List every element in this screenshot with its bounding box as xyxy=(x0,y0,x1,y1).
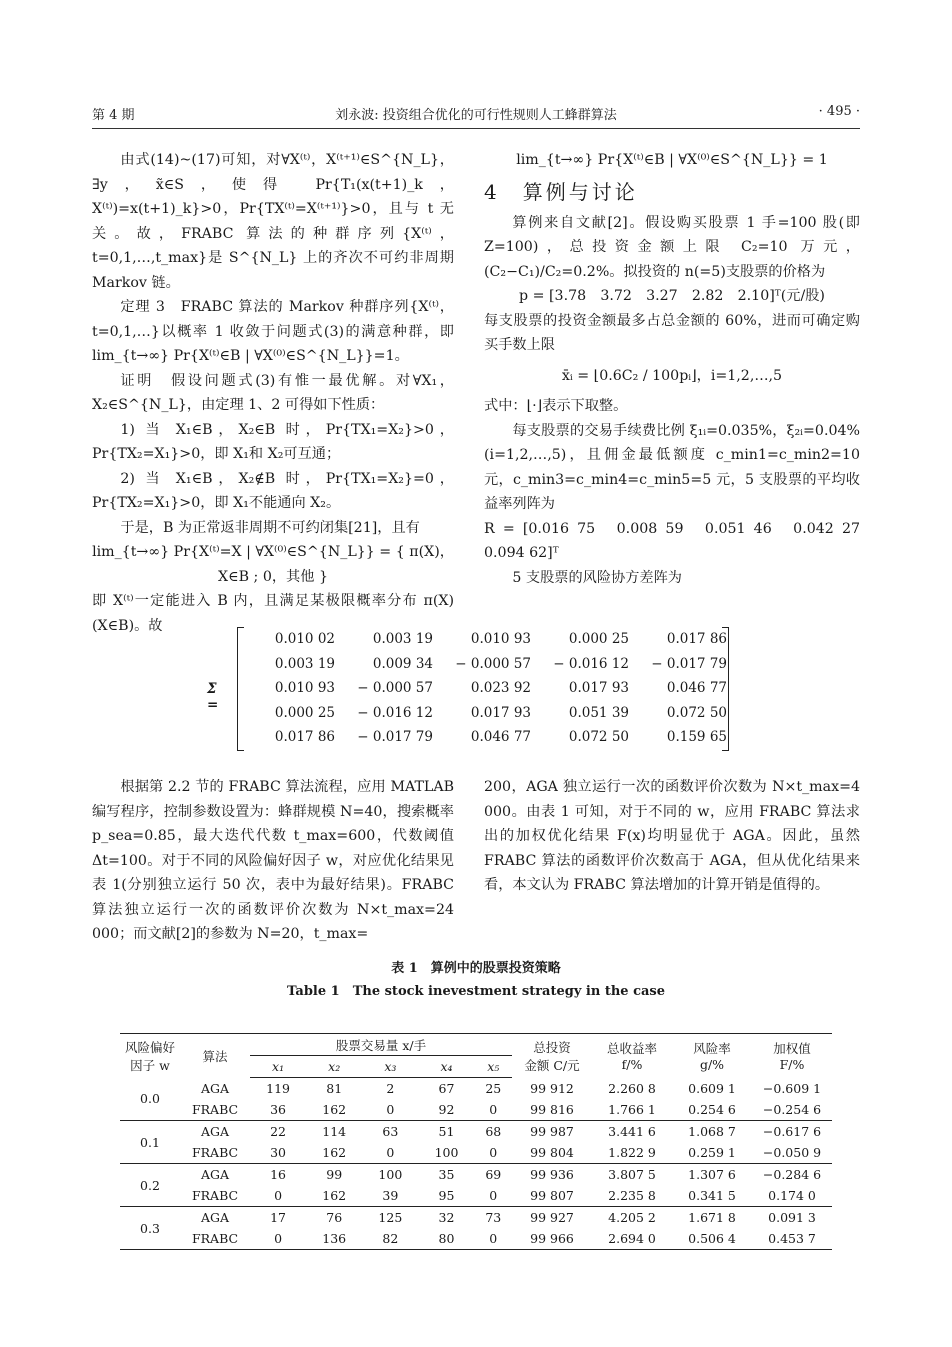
col-header-F: 加权值 F/% xyxy=(752,1034,832,1078)
table-cell: 92 xyxy=(418,1099,474,1121)
matrix-row xyxy=(238,725,728,750)
table-cell: −0.609 1 xyxy=(762,1080,822,1096)
table-cell: 0 xyxy=(475,1099,512,1121)
table-cell: 51 xyxy=(438,1124,455,1139)
table-cell: 99 807 xyxy=(512,1185,592,1207)
matrix-cell: 0.072 50 xyxy=(568,729,629,746)
table-cell: 1.822 9 xyxy=(592,1142,672,1164)
algorithm-cell: AGA xyxy=(200,1124,230,1139)
matrix-row xyxy=(238,627,728,652)
matrix-row xyxy=(238,652,728,677)
matrix-cell: − 0.016 12 xyxy=(553,655,629,672)
table-cell: 0 xyxy=(362,1099,418,1121)
table-cell: 22 xyxy=(270,1124,287,1139)
risk-factor-cell: 0.1 xyxy=(120,1121,180,1164)
running-title: 刘永波: 投资组合优化的可行性规则人工蜂群算法 xyxy=(335,108,617,123)
algorithm-cell: FRABC xyxy=(180,1228,250,1250)
table-cell: 162 xyxy=(306,1099,362,1121)
table-cell: 25 xyxy=(485,1081,502,1096)
table-cell: 100 xyxy=(418,1142,474,1164)
col-header-g: 风险率 g/% xyxy=(672,1034,752,1078)
matrix-cell: 0.000 25 xyxy=(274,704,335,721)
table-row xyxy=(120,1207,832,1229)
matrix-cell: 0.023 92 xyxy=(470,680,531,697)
table-cell: 0.254 6 xyxy=(672,1099,752,1121)
table-row xyxy=(120,1078,832,1100)
table-cell: 99 927 xyxy=(530,1210,574,1225)
matrix-label: Σ = xyxy=(207,681,219,713)
table-cell: 119 xyxy=(266,1081,290,1096)
table-cell: 162 xyxy=(306,1185,362,1207)
table-cell: 17 xyxy=(270,1210,287,1225)
table-cell: 0.091 3 xyxy=(768,1210,816,1225)
col-header-w: 风险偏好 因子 w xyxy=(120,1034,180,1078)
table-cell: −0.617 6 xyxy=(762,1124,822,1139)
matrix-cell: 0.159 65 xyxy=(666,729,727,746)
table-cell: 0 xyxy=(362,1142,418,1164)
table-cell: 0 xyxy=(475,1228,512,1250)
table-cell: 39 xyxy=(362,1185,418,1207)
table-cell: 125 xyxy=(378,1210,403,1225)
risk-factor-cell: 0.2 xyxy=(120,1164,180,1207)
table-cell: 2.235 8 xyxy=(592,1185,672,1207)
matrix-cell: 0.010 02 xyxy=(274,631,335,648)
algorithm-cell: AGA xyxy=(200,1167,230,1182)
page-header xyxy=(92,104,860,124)
matrix-cell: 0.010 93 xyxy=(274,680,335,697)
table-cell: −0.050 9 xyxy=(752,1142,832,1164)
table-cell: 0 xyxy=(250,1185,306,1207)
table-cell: 73 xyxy=(485,1210,502,1225)
table-cell: 1.307 6 xyxy=(688,1167,736,1182)
col-header-f: 总收益率 f/% xyxy=(592,1034,672,1078)
paragraph: 式中：⌊·⌋表示下取整。 xyxy=(484,398,628,414)
col-header-x2: x₂ xyxy=(306,1056,362,1078)
table-cell: 162 xyxy=(306,1142,362,1164)
matrix-cell: 0.017 93 xyxy=(470,704,531,721)
left-column xyxy=(92,148,454,638)
return-vector: R = [0.016 75 0.008 59 0.051 46 0.042 27 0.094 62]ᵀ xyxy=(484,520,875,561)
table-cell: 2 xyxy=(386,1081,395,1096)
table-cell: 1.068 7 xyxy=(688,1124,736,1139)
matrix-body xyxy=(237,627,729,751)
issue-label: 第 4 期 xyxy=(92,108,135,123)
matrix-cell: 0.010 93 xyxy=(470,631,531,648)
table-cell: 82 xyxy=(362,1228,418,1250)
equation: lim_{t→∞} Pr{X⁽ᵗ⁾=X | ∀X⁽⁰⁾∈S^{N_L}} = { π(X)，X∈B ; 0，其他 } xyxy=(92,544,454,585)
table-cell: 136 xyxy=(306,1228,362,1250)
matrix-row xyxy=(238,701,728,726)
proof: 证明 假设问题式(3)有惟一最优解。对∀X₁，X₂∈S^{N_L}，由定理 1、2 可得如下性质： xyxy=(92,372,454,413)
table-cell: 32 xyxy=(438,1210,455,1225)
col-header-x5: x₅ xyxy=(475,1056,512,1078)
results-paragraph-right: 200，AGA 独立运行一次的函数评价次数为 N×t_max=4 000。由表 1 可知，对于不同的 w，应用 FRABC 算法求出的加权优化结果 F(x)均明显优于 AGA。因此，虽然 FRABC 算法的函数评价次数高于 AGA，但从优化结果来看，本文认为 FRABC 算法增加的计算开销是值得的。 xyxy=(484,779,860,893)
table-cell: 0.506 4 xyxy=(672,1228,752,1250)
table-cell: 0.453 7 xyxy=(752,1228,832,1250)
property-2: 2) 当 X₁∈B，X₂∉B 时，Pr{TX₁=X₂}=0，Pr{TX₂=X₁}>0，即 X₁不能通向 X₂。 xyxy=(92,470,454,511)
paragraph: 5 支股票的风险协方差阵为 xyxy=(512,569,682,586)
table-cell: 95 xyxy=(418,1185,474,1207)
table-cell: 0.341 5 xyxy=(672,1185,752,1207)
matrix-cell: − 0.016 12 xyxy=(357,704,433,721)
table-cell: 0.174 0 xyxy=(752,1185,832,1207)
table-cell: 81 xyxy=(326,1081,343,1096)
table-caption-cn: 表 1 算例中的股票投资策略 xyxy=(391,961,561,976)
table-cell: 99 804 xyxy=(512,1142,592,1164)
matrix-cell: 0.003 19 xyxy=(274,655,335,672)
col-header-x: 股票交易量 x/手 xyxy=(250,1034,512,1056)
table-row xyxy=(120,1099,832,1121)
header-rule xyxy=(92,128,860,129)
col-header-x4: x₄ xyxy=(418,1056,474,1078)
matrix-cell: − 0.000 57 xyxy=(357,680,433,697)
table-cell: 3.441 6 xyxy=(608,1124,656,1139)
algorithm-cell: FRABC xyxy=(180,1099,250,1121)
table-cell: 67 xyxy=(438,1081,455,1096)
matrix-cell: 0.017 93 xyxy=(568,680,629,697)
table-cell: 36 xyxy=(250,1099,306,1121)
col-header-c: 总投资 金额 C/元 xyxy=(512,1034,592,1078)
table-cell: 114 xyxy=(322,1124,347,1139)
table-cell: 30 xyxy=(250,1142,306,1164)
table-row xyxy=(120,1121,832,1143)
col-header-x1: x₁ xyxy=(250,1056,306,1078)
table-row xyxy=(120,1142,832,1164)
matrix-cell: 0.003 19 xyxy=(372,631,433,648)
table-body xyxy=(120,1078,832,1250)
table-row xyxy=(120,1228,832,1250)
table-row xyxy=(120,1185,832,1207)
algorithm-cell: AGA xyxy=(200,1080,230,1096)
table-cell: 0.609 1 xyxy=(688,1080,736,1096)
table-cell: 0 xyxy=(250,1228,306,1250)
table-cell: 68 xyxy=(485,1124,502,1139)
paragraph: 即 X⁽ᵗ⁾一定能进入 B 内，且满足某极限概率分布 π(X)(X∈B)。故 xyxy=(92,593,454,634)
table-cell: −0.254 6 xyxy=(752,1099,832,1121)
table-cell: 0.259 1 xyxy=(672,1142,752,1164)
table-cell: 99 936 xyxy=(530,1167,574,1182)
matrix-cell: 0.017 86 xyxy=(274,729,335,746)
matrix-cell: 0.000 25 xyxy=(568,631,629,648)
table-cell: 4.205 2 xyxy=(608,1210,656,1225)
table-cell: 16 xyxy=(270,1167,287,1182)
matrix-cell: 0.051 39 xyxy=(568,704,629,721)
table-cell: 99 816 xyxy=(512,1099,592,1121)
col-header-alg: 算法 xyxy=(180,1034,250,1078)
matrix-cell: − 0.000 57 xyxy=(455,655,531,672)
risk-factor-cell: 0.0 xyxy=(120,1078,180,1121)
table-cell: 99 912 xyxy=(530,1080,574,1096)
table-cell: 99 966 xyxy=(512,1228,592,1250)
price-vector: p = [3.78 3.72 3.27 2.82 2.10]ᵀ(元/股) xyxy=(519,288,825,304)
equation: lim_{t→∞} Pr{X⁽ᵗ⁾∈B | ∀X⁽⁰⁾∈S^{N_L}} = 1 xyxy=(516,152,828,168)
right-column xyxy=(484,148,875,590)
matrix-cell: 0.046 77 xyxy=(666,680,727,697)
table-cell: 99 987 xyxy=(530,1124,574,1139)
table-cell: 80 xyxy=(418,1228,474,1250)
table-cell: 0 xyxy=(475,1142,512,1164)
matrix-cell: 0.017 86 xyxy=(666,631,727,648)
table-cell: 2.694 0 xyxy=(592,1228,672,1250)
matrix-cell: 0.046 77 xyxy=(470,729,531,746)
strategy-table xyxy=(120,1033,832,1250)
paragraph: 算例来自文献[2]。假设购买股票 1 手=100 股(即 Z=100)，总投资金额上限 C₂=10 万元，(C₂−C₁)/C₂=0.2%。拟投资的 n(=5)支股票的价格为 xyxy=(484,214,860,280)
paragraph: 每支股票的交易手续费比例 ξ₁ᵢ=0.035%，ξ₂ᵢ=0.04%(i=1,2,…,5)，且佣金最低额度 c_min1=c_min2=10 元，c_min3=c_min4=c_min5=5 元，5 支股票的平均收益率列阵为 xyxy=(484,422,860,512)
paragraph: 由式(14)~(17)可知，对∀X⁽ᵗ⁾，X⁽ᵗ⁺¹⁾∈S^{N_L}，∃y，x̃∈S，使得 Pr{T₁(x(t+1)_k，X⁽ᵗ⁾)=x(t+1)_k}>0，Pr{TX⁽ᵗ⁾=X⁽ᵗ⁺¹⁾}>0，且与 t 无关。故，FRABC 算法的种群序列{X⁽ᵗ⁾，t=0,1,…,t_max}是 S^{N_L} 上的齐次不可约非周期 Markov 链。 xyxy=(92,152,454,291)
table-cell: 99 xyxy=(326,1167,343,1182)
table-cell: 0 xyxy=(475,1185,512,1207)
col-header-x3: x₃ xyxy=(362,1056,418,1078)
paragraph: 每支股票的投资金额最多占总金额的 60%，进而可确定购买手数上限 xyxy=(484,312,860,353)
table-cell: 100 xyxy=(378,1167,403,1182)
equation: x̄ᵢ = ⌊0.6C₂ / 100pᵢ⌋，i=1,2,…,5 xyxy=(561,367,783,384)
algorithm-cell: AGA xyxy=(200,1210,230,1225)
algorithm-cell: FRABC xyxy=(180,1185,250,1207)
table-cell: 35 xyxy=(438,1167,455,1182)
algorithm-cell: FRABC xyxy=(180,1142,250,1164)
table-cell: 63 xyxy=(382,1124,399,1139)
matrix-row xyxy=(238,676,728,701)
table-cell: 76 xyxy=(326,1210,343,1225)
paragraph: 于是，B 为正常返非周期不可约闭集[21]，且有 xyxy=(120,519,420,536)
matrix-cell: 0.009 34 xyxy=(372,655,433,672)
table-cell: 69 xyxy=(485,1167,502,1182)
table-row xyxy=(120,1164,832,1186)
table-cell: 2.260 8 xyxy=(608,1080,656,1096)
section-heading: 4 算例与讨论 xyxy=(484,179,638,204)
table-cell: 3.807 5 xyxy=(608,1167,656,1182)
matrix-cell: − 0.017 79 xyxy=(357,729,433,746)
theorem-3: 定理 3 FRABC 算法的 Markov 种群序列{X⁽ᵗ⁾，t=0,1,…}以概率 1 收敛于问题式(3)的满意种群，即 lim_{t→∞} Pr{X⁽ᵗ⁾∈B | ∀X⁽⁰⁾∈S^{N_L}}=1。 xyxy=(92,299,454,364)
property-1: 1) 当 X₁∈B，X₂∈B 时，Pr{TX₁=X₂}>0，Pr{TX₂=X₁}>0，即 X₁和 X₂可互通； xyxy=(92,421,454,462)
risk-factor-cell: 0.3 xyxy=(120,1207,180,1250)
results-paragraph-left: 根据第 2.2 节的 FRABC 算法流程，应用 MATLAB 编写程序，控制参数设置为：蜂群规模 N=40，搜索概率 p_sea=0.85，最大迭代代数 t_max=600，代数阈值 Δt=100。对于不同的风险偏好因子 w，对应优化结果见表 1(分别独立运行 50 次，表中为最好结果)。FRABC 算法独立运行一次的函数评价次数为 N×t_max=24 000；而文献[2]的参数为 N=20，t_max= xyxy=(92,779,454,942)
matrix-cell: − 0.017 79 xyxy=(651,655,727,672)
matrix-cell: 0.072 50 xyxy=(666,704,727,721)
page-number: · 495 · xyxy=(818,104,860,119)
table-cell: 1.766 1 xyxy=(592,1099,672,1121)
table-cell: 1.671 8 xyxy=(688,1210,736,1225)
table-cell: −0.284 6 xyxy=(762,1167,822,1182)
table-caption-en: Table 1 The stock inevestment strategy in the case xyxy=(286,984,666,999)
